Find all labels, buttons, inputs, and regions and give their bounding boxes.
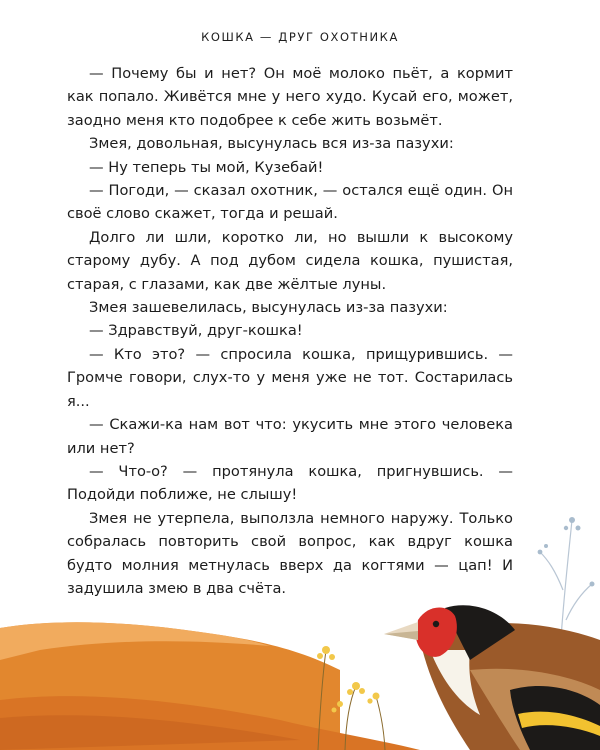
paragraph: Змея, довольная, высунулась вся из-за пазухи: [89, 135, 454, 153]
paragraph: — Скажи-ка нам вот что: укусить мне этого человека или нет? [67, 416, 513, 457]
running-head: КОШКА — ДРУГ ОХОТНИКА [201, 30, 399, 44]
paragraph: — Погоди, — сказал охотник, — остался ещё один. Он своё слово скажет, тогда и решай. [67, 182, 513, 223]
paragraph: — Что-о? — протянула кошка, пригнувшись. — Подойди поближе, не слышу! [67, 462, 513, 504]
paragraph: Долго ли шли, коротко ли, но вышли к высокому старому дубу. А под дубом сидела кошка, пушистая, старая, с глазами, как две жёлтые луны. [67, 228, 513, 293]
paragraph: — Кто это? — спросила кошка, прищурившись. — Громче говори, слух-то у меня уже не тот. Состарилась я... [67, 345, 513, 410]
goldfinch [384, 605, 600, 750]
goldfinch-illustration [0, 500, 600, 750]
paragraph: Змея не утерпела, выползла немного наружу. Только собралась повторить свой вопрос, как вдруг кошка будто молния метнулась вверх да когтями — цап! И задушила змею в два счёта. [67, 509, 513, 597]
paragraph: — Здравствуй, друг-кошка! [89, 322, 303, 340]
paragraph: Змея зашевелилась, высунулась из-за пазухи: [89, 299, 448, 317]
paragraph: — Почему бы и нет? Он моё молоко пьёт, а кормит как попало. Живётся мне у него худо. Кусай его, может, заодно меня кто подобрее к себе жить возьмёт. [67, 65, 513, 129]
paragraph: — Ну теперь ты мой, Кузебай! [89, 158, 324, 176]
